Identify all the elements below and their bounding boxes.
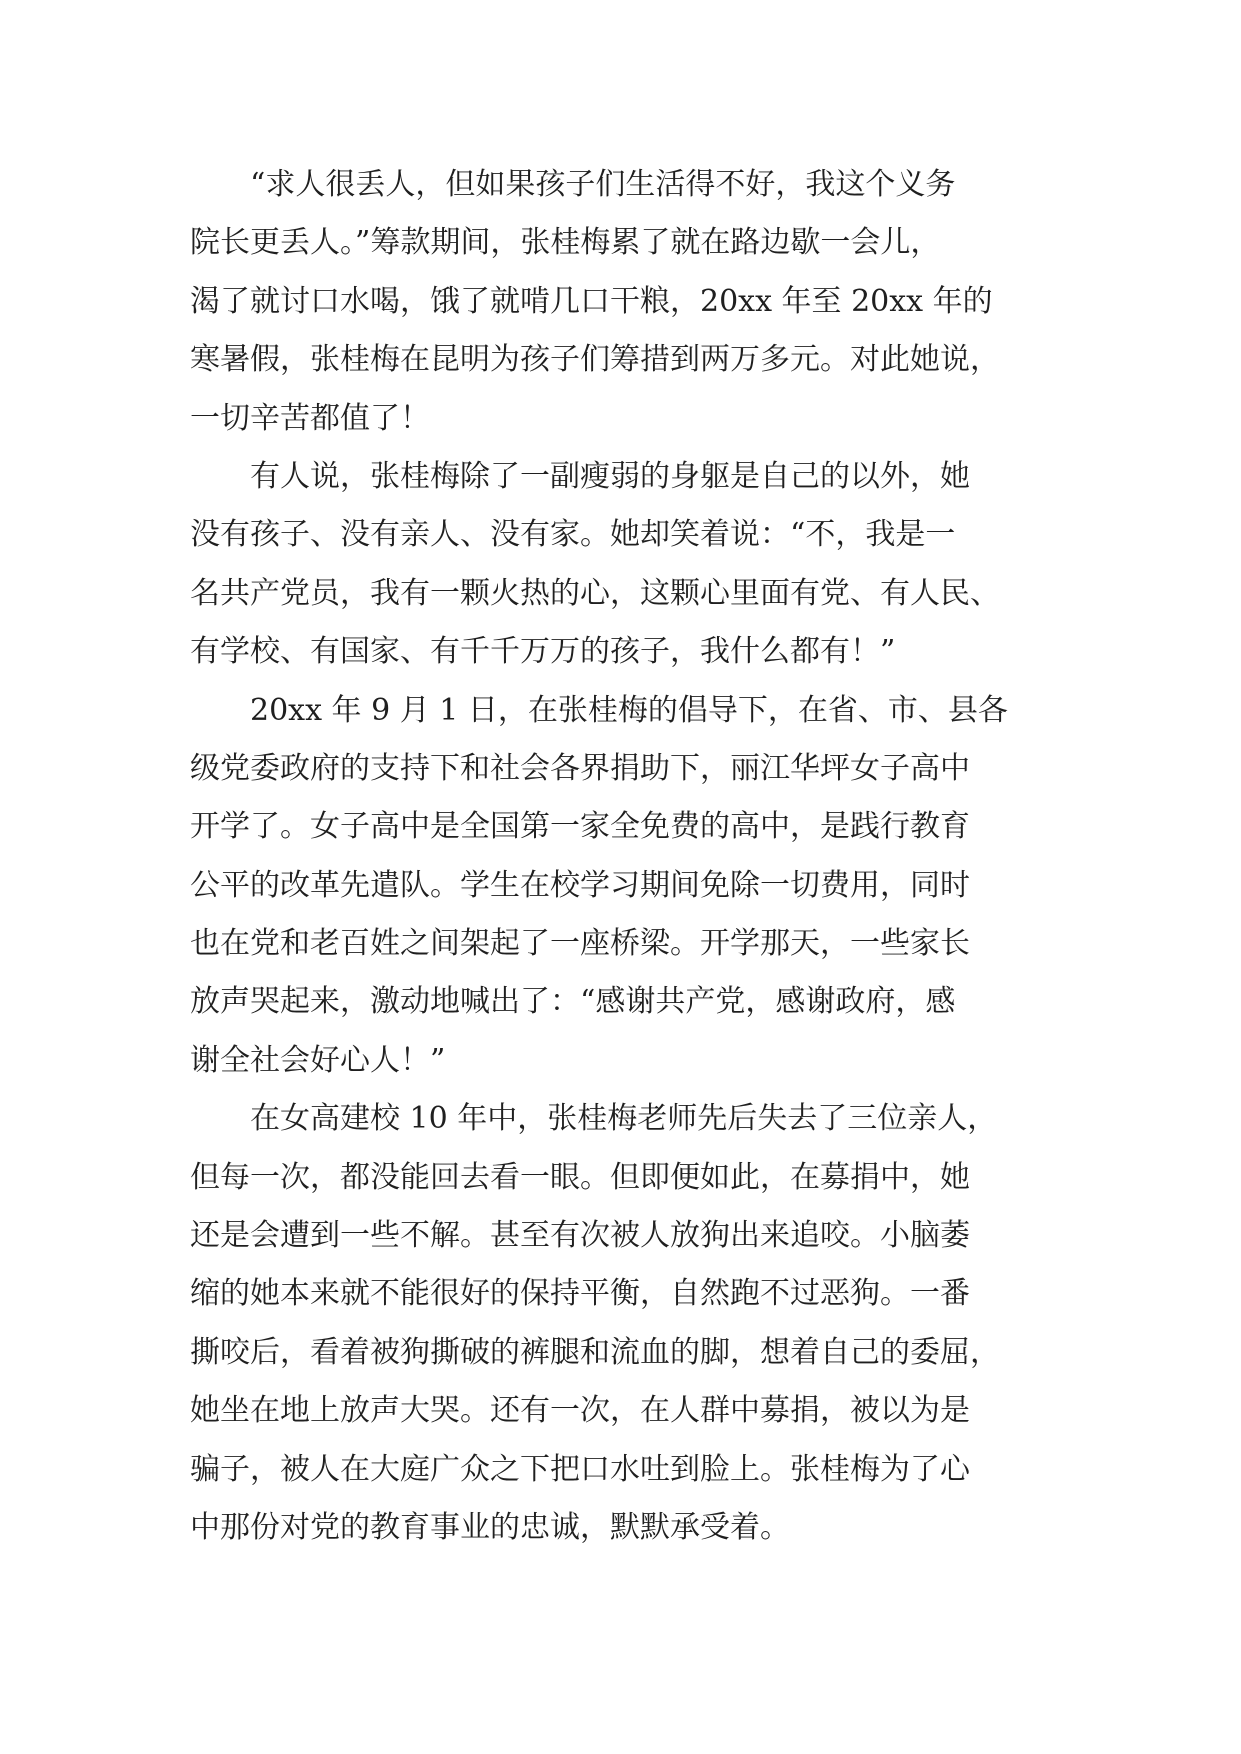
text-line: 20xx 年 9 月 1 日，在张桂梅的倡导下，在省、市、县各	[250, 692, 1008, 728]
text-line: 有学校、有国家、有千千万万的孩子，我什么都有！”	[190, 634, 896, 670]
text-line: 级党委政府的支持下和社会各界捐助下，丽江华坪女子高中	[190, 750, 970, 786]
paragraph-hardships	[190, 1090, 1070, 1557]
text-line: 骗子，被人在大庭广众之下把口水吐到脸上。张桂梅为了心	[190, 1451, 970, 1487]
document-body	[190, 156, 1070, 1557]
text-line: 撕咬后，看着被狗撕破的裤腿和流血的脚，想着自己的委屈，	[190, 1334, 1000, 1370]
text-line: 一切辛苦都值了！	[190, 400, 430, 436]
text-line: 缩的她本来就不能很好的保持平衡，自然跑不过恶狗。一番	[190, 1276, 970, 1312]
text-line: 名共产党员，我有一颗火热的心，这颗心里面有党、有人民、	[190, 575, 1000, 611]
paragraph-party-member	[190, 448, 1070, 682]
text-line: 放声哭起来，激动地喊出了：“感谢共产党，感谢政府，感	[190, 984, 956, 1020]
text-line: 但每一次，都没能回去看一眼。但即便如此，在募捐中，她	[190, 1159, 970, 1195]
text-line: 在女高建校 10 年中，张桂梅老师先后失去了三位亲人，	[250, 1101, 998, 1137]
text-line: 谢全社会好心人！”	[190, 1042, 446, 1078]
paragraph-fundraising	[190, 156, 1070, 448]
text-line: 她坐在地上放声大哭。还有一次，在人群中募捐，被以为是	[190, 1393, 970, 1429]
text-line: 有人说，张桂梅除了一副瘦弱的身躯是自己的以外，她	[250, 458, 970, 494]
text-line: 中那份对党的教育事业的忠诚，默默承受着。	[190, 1509, 790, 1545]
text-line: 寒暑假，张桂梅在昆明为孩子们筹措到两万多元。对此她说，	[190, 342, 1000, 378]
text-line: “求人很丢人，但如果孩子们生活得不好，我这个义务	[250, 167, 956, 202]
text-line: 还是会遭到一些不解。甚至有次被人放狗出来追咬。小脑萎	[190, 1218, 970, 1254]
text-line: 也在党和老百姓之间架起了一座桥梁。开学那天，一些家长	[190, 926, 970, 962]
text-line: 开学了。女子高中是全国第一家全免费的高中，是践行教育	[190, 809, 970, 845]
text-line: 没有孩子、没有亲人、没有家。她却笑着说：“不，我是一	[190, 517, 956, 553]
text-line: 公平的改革先遣队。学生在校学习期间免除一切费用，同时	[190, 867, 970, 903]
paragraph-school-opening	[190, 682, 1070, 1091]
text-line: 渴了就讨口水喝，饿了就啃几口干粮，20xx 年至 20xx 年的	[190, 283, 993, 319]
text-line: 院长更丢人。”筹款期间，张桂梅累了就在路边歇一会儿，	[190, 225, 941, 261]
